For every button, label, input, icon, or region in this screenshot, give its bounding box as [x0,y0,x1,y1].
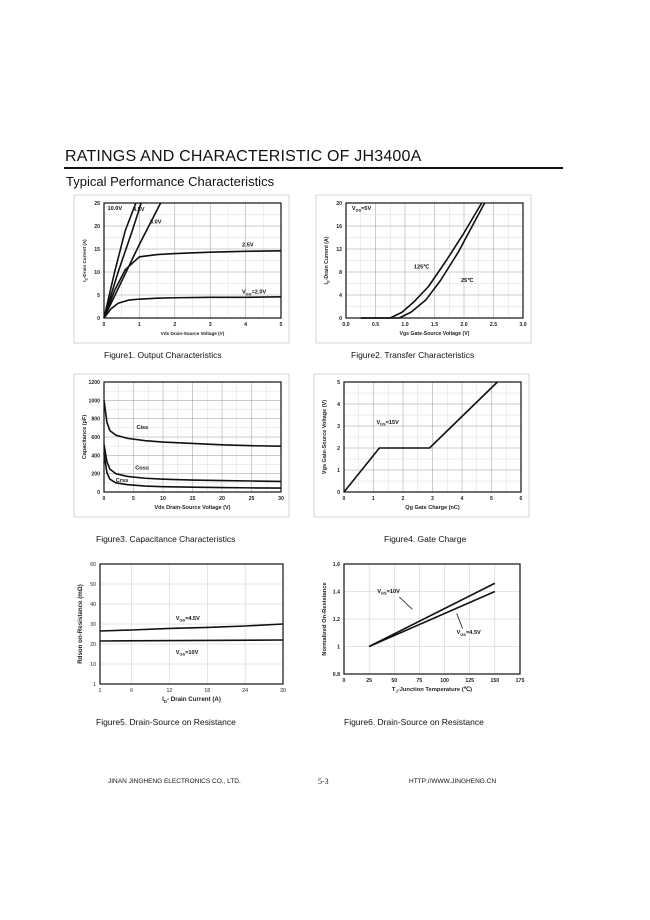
y-tick-label: 15 [94,247,100,253]
y-tick-label: 8 [339,270,342,276]
figure6-caption: Figure6. Drain-Source on Resistance [344,717,484,727]
x-tick-label: 2 [401,496,405,502]
y-tick-label: 1.2 [332,617,340,623]
y-tick-label: 200 [91,471,100,478]
x-tick-label: 30 [280,688,286,694]
figure4-caption: Figure4. Gate Charge [384,534,467,544]
x-tick-label: 30 [278,496,284,502]
x-tick-label: 0 [102,496,106,502]
series-line [100,640,283,641]
fig5-svg [70,558,295,708]
y-tick-label: 1 [337,644,340,651]
y-tick-label: 0.8 [332,672,340,678]
y-axis-label: Normalized On-Resistance [322,582,328,656]
y-tick-label: 1000 [88,398,100,405]
y-tick-label: 4 [337,402,340,408]
x-tick-label: 1 [372,496,375,502]
y-axis-label: Rdson on-Resistance (mΩ) [77,584,84,664]
y-tick-label: 800 [91,416,100,423]
fig1-svg [70,195,295,345]
footer-company: JINAN JINGHENG ELECTRONICS CO., LTD. [108,778,241,785]
x-tick-label: 125 [465,678,475,684]
y-axis-label: $I_D$-Drain Current (A) [324,236,331,285]
x-tick-label: 0.5 [371,322,380,328]
x-tick-label: 150 [490,678,500,684]
annotation-arrow [457,614,463,629]
fig3-svg [70,374,295,524]
y-tick-label: 1 [93,682,96,688]
x-tick-label: 3 [431,496,434,502]
y-tick-label: 20 [90,642,96,648]
x-tick-label: 3 [208,322,212,328]
y-tick-label: 1.6 [332,562,340,568]
x-tick-label: 24 [242,688,249,694]
y-axis-label: $I_D$-Drain Current (A) [82,239,89,282]
page-subtitle: Typical Performance Characteristics [66,174,275,189]
x-tick-label: 4 [244,322,248,328]
x-tick-label: 5 [279,322,283,328]
x-axis-label: Vgs Gate-Source Voltage (V) [399,331,470,337]
capacitance-characteristics-chart [70,374,295,524]
x-tick-label: 25 [248,496,255,502]
x-axis-label: $I_D-$ Drain Current (A) [162,696,221,704]
x-tick-label: 5 [490,496,493,502]
annotation-label: 3.0V [150,219,162,226]
y-tick-label: 25 [94,201,100,207]
title-rule [64,167,563,169]
annotation-arrow [399,597,412,609]
x-tick-label: 0.0 [342,322,350,328]
x-tick-label: 18 [204,688,211,694]
x-axis-label: Vds Drain-Source Voltage (V) [154,505,231,511]
y-tick-label: 20 [336,201,342,207]
y-tick-label: 0 [97,490,100,496]
page-title: RATINGS AND CHARACTERISTIC OF JH3400A [65,148,422,165]
y-tick-label: 400 [91,453,100,460]
x-axis-label: Vds Drain-Source Voltage (V) [160,331,225,336]
y-tick-label: 20 [94,224,100,230]
x-tick-label: 1 [137,322,141,328]
x-tick-label: 10 [160,496,166,502]
x-tick-label: 100 [440,678,449,684]
x-tick-label: 1.0 [401,322,409,328]
gate-charge-chart [312,374,537,524]
x-tick-label: 6 [130,688,133,694]
x-tick-label: 1 [98,688,102,694]
y-axis-label: Capacitance (pF) [82,414,88,460]
x-axis-label: Qg Gate Charge (nC) [405,505,460,511]
fig2-svg [312,195,537,345]
annotation-label: 25℃ [461,277,474,284]
annotation-label: $V_{GS}=10V$ [175,650,199,657]
x-tick-label: 2.0 [460,322,468,328]
y-tick-label: 60 [90,562,96,568]
y-tick-label: 1200 [88,380,100,386]
y-tick-label: 0 [337,490,340,496]
footer-page-number: 5-3 [318,777,329,786]
x-tick-label: 6 [519,496,523,502]
y-tick-label: 10 [90,662,96,668]
panel-frame [314,374,529,517]
y-tick-label: 40 [90,602,96,608]
x-tick-label: 20 [219,496,225,502]
x-tick-label: 50 [391,678,398,684]
y-tick-label: 50 [90,582,96,588]
x-axis-label: $T_J$-Junction Temperature (℃) [391,687,473,694]
x-tick-label: 0 [102,322,106,328]
y-tick-label: 0 [97,316,100,322]
y-tick-label: 30 [90,622,96,628]
annotation-label: $V_{GS}=4.5V$ [456,630,481,637]
y-tick-label: 1.4 [332,589,340,596]
annotation-label: Crss [115,477,129,484]
x-tick-label: 12 [166,688,173,694]
y-tick-label: 2 [337,446,340,452]
series-line [100,624,283,631]
y-tick-label: 4 [339,293,342,299]
x-tick-label: 0 [342,678,346,684]
x-tick-label: 2 [173,322,177,328]
output-characteristics-chart [70,195,295,345]
annotation-label: 125℃ [413,264,430,271]
annotation-label: $V_{GS}=10V$ [377,588,400,596]
annotation-label: 4.5V [133,206,145,213]
annotation-label: Coss [135,465,149,472]
figure1-caption: Figure1. Output Characteristics [104,350,222,360]
y-tick-label: 1 [337,468,340,474]
y-tick-label: 5 [97,293,100,299]
x-tick-label: 15 [189,496,196,502]
y-tick-label: 3 [337,424,340,430]
panel-frame [74,195,289,343]
x-tick-label: 75 [416,678,423,684]
annotation-label: 2.5V [242,242,254,249]
drain-source-resistance-temperature-chart [312,558,537,708]
x-tick-label: 25 [366,678,373,684]
x-tick-label: 0 [342,496,346,502]
y-tick-label: 12 [336,247,342,253]
x-tick-label: 1.5 [430,322,439,328]
figure3-caption: Figure3. Capacitance Characteristics [96,534,236,544]
footer-url: HTTP://WWW.JINGHENG.CN [409,778,497,785]
y-tick-label: 5 [337,380,340,386]
annotation-label: $V_{DS}=15V$ [376,419,399,427]
fig6-svg [312,558,537,708]
x-tick-label: 4 [460,496,464,502]
figure5-caption: Figure5. Drain-Source on Resistance [96,717,236,727]
transfer-characteristics-chart [312,195,537,345]
drain-source-resistance-current-chart [70,558,295,708]
annotation-label: $V_{DS}=5V$ [351,205,372,213]
y-axis-label: Vgs Gate-Source Voltage (V) [322,399,328,475]
x-tick-label: 5 [132,496,135,502]
x-tick-label: 175 [515,678,525,684]
x-tick-label: 3.0 [519,322,527,328]
fig4-svg [312,374,537,524]
annotation-label: 10.0V [107,205,123,212]
y-tick-label: 10 [94,270,100,276]
x-tick-label: 2.5 [489,322,498,328]
annotation-label: $V_{GS}=2.0V$ [242,289,267,297]
figure2-caption: Figure2. Transfer Characteristics [351,350,475,360]
y-tick-label: 16 [336,224,342,230]
y-tick-label: 600 [91,435,100,441]
annotation-label: $V_{GS}=4.5V$ [175,616,200,623]
y-tick-label: 0 [339,316,342,322]
annotation-label: Ciss [136,424,149,431]
